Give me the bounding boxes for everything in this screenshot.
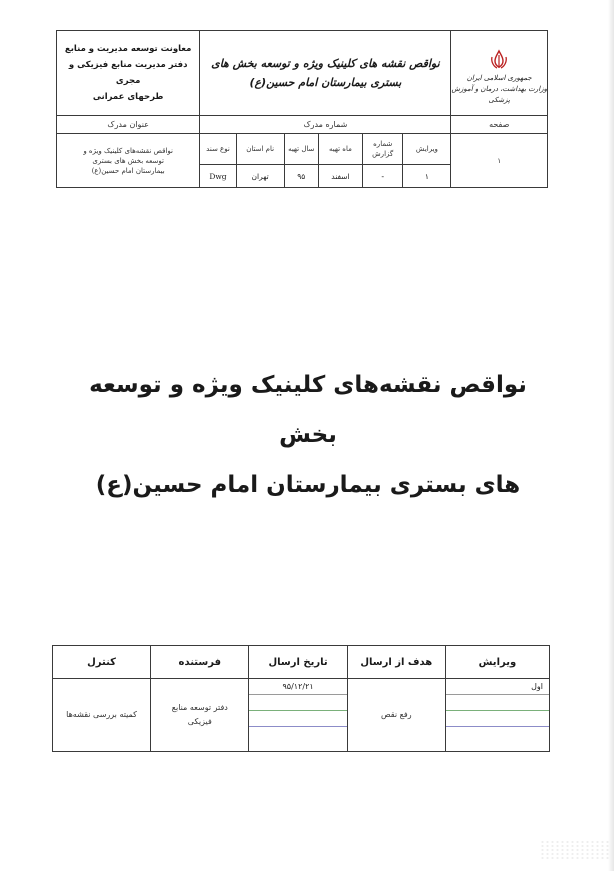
col-year: سال تهیه: [284, 134, 318, 165]
doc-title-line-2: توسعه بخش های بستری: [92, 156, 164, 165]
distribution-table: [52, 645, 550, 752]
scan-noise: [540, 840, 610, 860]
dist-sender-line-2: فیزیکی: [187, 717, 212, 726]
page-value: ۱: [451, 134, 548, 188]
scan-edge: [608, 0, 614, 871]
logo-cell: [451, 31, 548, 116]
col-report-number: شماره گزارش: [363, 134, 403, 165]
dist-revision-value: اول: [446, 679, 549, 695]
dist-sender-value: [151, 679, 249, 752]
col-doc-type: نوع سند: [200, 134, 236, 165]
doc-title-line-3: بیمارستان امام حسین(ع): [91, 166, 165, 175]
year-value: ۹۵: [284, 165, 318, 188]
dist-revision-line-4: [446, 727, 549, 742]
page-label: صفحه: [451, 116, 548, 134]
dist-revision-line-3: [446, 711, 549, 727]
province-value: تهران: [236, 165, 284, 188]
header-table: [56, 30, 548, 188]
iran-emblem-icon: [488, 49, 510, 71]
dist-date-line-2: [249, 695, 346, 711]
doc-title-value: [57, 134, 200, 188]
col-month: ماه تهیه: [318, 134, 362, 165]
dist-revision-cell: [445, 679, 549, 752]
dist-header-revision: ویرایش: [445, 646, 549, 679]
report-number-value: -: [363, 165, 403, 188]
doc-title-line-1: نواقص نقشه‌های کلینیک ویژه و: [83, 146, 173, 155]
month-value: اسفند: [318, 165, 362, 188]
col-province: نام استان: [236, 134, 284, 165]
dist-header-date: تاریخ ارسال: [249, 646, 347, 679]
ministry-line-2: وزارت بهداشت، درمان و آموزش پزشکی: [451, 84, 547, 104]
dist-revision-line-2: [446, 695, 549, 711]
org-line-2: دفتر مدیریت منابع فیزیکی و مجری: [68, 60, 188, 86]
col-revision: ویرایش: [403, 134, 451, 165]
header-title: نواقص نقشه های کلینیک ویژه و توسعه بخش های بستری بیمارستان امام حسین(ع): [200, 31, 451, 116]
main-title-line-1: نواقص نقشه‌های کلینیک ویژه و توسعه بخش: [89, 372, 527, 448]
dist-header-purpose: هدف از ارسال: [347, 646, 445, 679]
dist-sender-line-1: دفتر توسعه منابع: [171, 703, 228, 712]
ministry-line-1: جمهوری اسلامی ایران: [466, 73, 532, 82]
dist-date-line-3: [249, 711, 346, 727]
main-title: [60, 360, 556, 510]
dist-purpose-value: رفع نقص: [347, 679, 445, 752]
dist-header-control: کنترل: [53, 646, 151, 679]
doc-number-label: شماره مدرک: [200, 116, 451, 134]
ministry-name: [451, 73, 547, 106]
doc-title-label: عنوان مدرک: [57, 116, 200, 134]
org-line-1: معاونت توسعه مدیریت و منابع: [64, 44, 192, 54]
org-line-3: طرحهای عمرانی: [92, 92, 164, 102]
revision-value: ۱: [403, 165, 451, 188]
dist-date-line-4: [249, 727, 346, 742]
main-title-line-2: های بستری بیمارستان امام حسین(ع): [95, 472, 521, 498]
dist-control-value: کمیته بررسی نقشه‌ها: [53, 679, 151, 752]
organization: [57, 31, 200, 116]
dist-date-value: ۹۵/۱۲/۲۱: [249, 679, 346, 695]
doc-type-value: Dwg: [200, 165, 236, 188]
dist-date-cell: [249, 679, 347, 752]
dist-header-sender: فرستنده: [151, 646, 249, 679]
